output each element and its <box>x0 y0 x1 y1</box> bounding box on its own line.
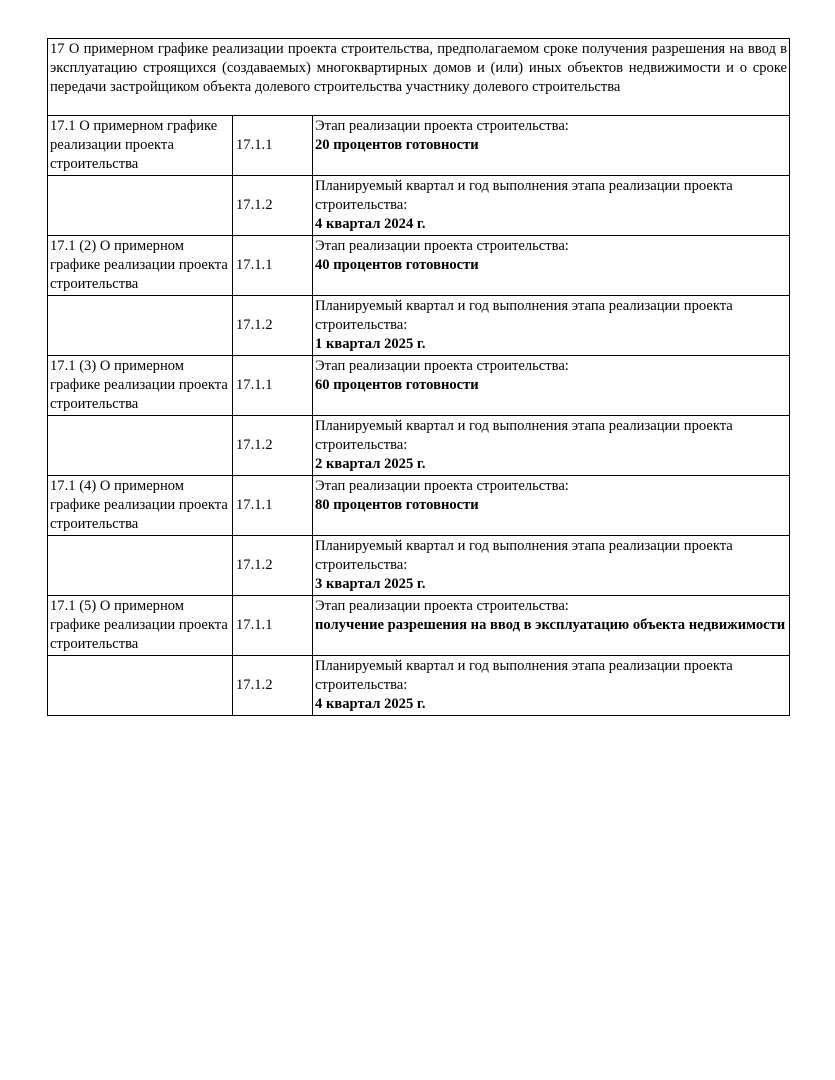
empty-cell <box>48 416 233 476</box>
quarter-cell <box>313 176 790 236</box>
stage-cell <box>313 356 790 416</box>
stage-cell <box>313 476 790 536</box>
stage-row <box>48 116 790 176</box>
stage-row <box>48 476 790 536</box>
stage-number: 17.1.1 <box>233 356 313 416</box>
empty-cell <box>48 296 233 356</box>
section-label: 17.1 (3) О примерном графике реализации проекта строительства <box>48 356 233 416</box>
quarter-label: Планируемый квартал и год выполнения этапа реализации проекта строительства: <box>315 418 733 453</box>
empty-cell <box>48 536 233 596</box>
section-label: 17.1 (4) О примерном графике реализации проекта строительства <box>48 476 233 536</box>
quarter-label: Планируемый квартал и год выполнения этапа реализации проекта строительства: <box>315 178 733 213</box>
stage-row <box>48 596 790 656</box>
section-label: 17.1 (5) О примерном графике реализации проекта строительства <box>48 596 233 656</box>
quarter-value: 4 квартал 2024 г. <box>315 216 426 232</box>
stage-row <box>48 356 790 416</box>
quarter-number: 17.1.2 <box>233 536 313 596</box>
quarter-number: 17.1.2 <box>233 656 313 716</box>
stage-row <box>48 236 790 296</box>
quarter-row <box>48 536 790 596</box>
stage-value: 20 процентов готовности <box>315 137 479 153</box>
quarter-number: 17.1.2 <box>233 416 313 476</box>
quarter-label: Планируемый квартал и год выполнения этапа реализации проекта строительства: <box>315 538 733 573</box>
section-label: 17.1 О примерном графике реализации проекта строительства <box>48 116 233 176</box>
quarter-cell <box>313 296 790 356</box>
stage-label: Этап реализации проекта строительства: <box>315 238 569 254</box>
stage-label: Этап реализации проекта строительства: <box>315 118 569 134</box>
section-17-heading: 17 О примерном графике реализации проекта строительства, предполагаемом сроке получения разрешения на ввод в эксплуатацию строящихся (создаваемых) многоквартирных домов и (или) иных объектов недвижимости и о сроке передачи застройщиком объекта долевого строительства участнику долевого строительства <box>48 39 790 116</box>
schedule-table <box>47 38 790 716</box>
section-label: 17.1 (2) О примерном графике реализации проекта строительства <box>48 236 233 296</box>
quarter-number: 17.1.2 <box>233 176 313 236</box>
stage-label: Этап реализации проекта строительства: <box>315 598 569 614</box>
quarter-cell <box>313 536 790 596</box>
stage-label: Этап реализации проекта строительства: <box>315 478 569 494</box>
stage-value: получение разрешения на ввод в эксплуатацию объекта недвижимости <box>315 617 786 633</box>
quarter-row <box>48 296 790 356</box>
stage-number: 17.1.1 <box>233 116 313 176</box>
quarter-value: 1 квартал 2025 г. <box>315 336 426 352</box>
stage-cell <box>313 116 790 176</box>
quarter-value: 2 квартал 2025 г. <box>315 456 426 472</box>
stage-number: 17.1.1 <box>233 236 313 296</box>
quarter-cell <box>313 656 790 716</box>
stage-value: 60 процентов готовности <box>315 377 479 393</box>
quarter-value: 4 квартал 2025 г. <box>315 696 426 712</box>
empty-cell <box>48 176 233 236</box>
quarter-label: Планируемый квартал и год выполнения этапа реализации проекта строительства: <box>315 298 733 333</box>
quarter-value: 3 квартал 2025 г. <box>315 576 426 592</box>
header-row <box>48 39 790 116</box>
stage-number: 17.1.1 <box>233 476 313 536</box>
quarter-row <box>48 176 790 236</box>
empty-cell <box>48 656 233 716</box>
stage-value: 40 процентов готовности <box>315 257 479 273</box>
stage-number: 17.1.1 <box>233 596 313 656</box>
quarter-row <box>48 656 790 716</box>
stage-value: 80 процентов готовности <box>315 497 479 513</box>
stage-label: Этап реализации проекта строительства: <box>315 358 569 374</box>
quarter-row <box>48 416 790 476</box>
stage-cell <box>313 596 790 656</box>
quarter-number: 17.1.2 <box>233 296 313 356</box>
quarter-cell <box>313 416 790 476</box>
stage-cell <box>313 236 790 296</box>
quarter-label: Планируемый квартал и год выполнения этапа реализации проекта строительства: <box>315 658 733 693</box>
